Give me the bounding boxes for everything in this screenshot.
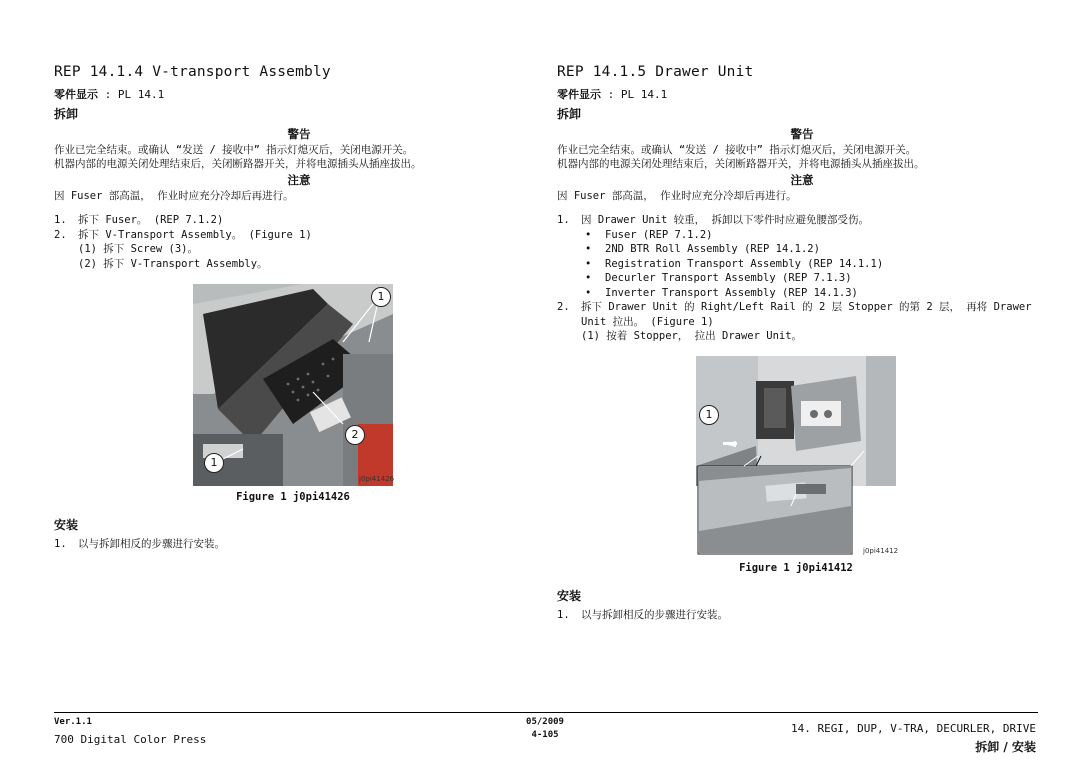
removal-steps	[54, 213, 544, 242]
warning-heading: 警告	[287, 127, 311, 141]
callout-1: 1	[699, 405, 719, 425]
parts-value: : PL 14.1	[601, 88, 668, 101]
substep: (1) 按着 Stopper， 拉出 Drawer Unit。	[581, 330, 803, 342]
removal-steps	[557, 213, 1047, 228]
v-transport-figure	[193, 284, 393, 486]
footer-subsection: 拆卸 / 安装	[975, 740, 1036, 754]
list-item: • Registration Transport Assembly (REP 14.1.1)	[585, 257, 884, 270]
warning-line: 机器内部的电源关闭处理结束后，关闭断路器开关，并将电源插头从插座拔出。	[54, 158, 422, 170]
parts-reference	[54, 86, 544, 102]
install-heading: 安装	[54, 518, 79, 532]
removal-steps-continued	[557, 300, 1047, 329]
footer-section: 14. REGI, DUP, V-TRA, DECURLER, DRIVE	[790, 722, 1036, 735]
list-item: • Fuser (REP 7.1.2)	[585, 228, 713, 241]
footer-divider	[54, 712, 1038, 713]
callout-1: 1	[371, 287, 391, 307]
right-install	[557, 587, 1047, 623]
install-steps	[557, 608, 1047, 623]
step-item: 2. 拆下 V-Transport Assembly。 (Figure 1)	[54, 228, 312, 241]
install-steps	[54, 537, 544, 552]
caution-line: 因 Fuser 部高温， 作业时应充分冷却后再进行。	[54, 190, 294, 202]
step-item: 1. 拆下 Fuser。 (REP 7.1.2)	[54, 214, 224, 226]
caution-line: 因 Fuser 部高温， 作业时应充分冷却后再进行。	[557, 190, 797, 202]
step-item: 1. 以与拆卸相反的步骤进行安装。	[557, 609, 728, 621]
right-column	[557, 64, 1047, 344]
v-transport-photo	[193, 284, 393, 486]
drawer-unit-figure	[696, 356, 899, 558]
substep: (1) 拆下 Screw (3)。	[78, 243, 199, 255]
procedure-title: REP 14.1.5 Drawer Unit	[557, 64, 754, 80]
procedure-title: REP 14.1.4 V-transport Assembly	[54, 64, 331, 80]
figure-id: j0pi41426	[359, 475, 395, 483]
warning-heading: 警告	[790, 127, 814, 141]
caution-heading: 注意	[287, 173, 311, 187]
list-item: • 2ND BTR Roll Assembly (REP 14.1.2)	[585, 243, 820, 255]
caution-heading: 注意	[790, 173, 814, 187]
substep: (2) 拆下 V-Transport Assembly。	[78, 257, 268, 270]
removal-heading: 拆卸	[54, 107, 79, 121]
figure-caption: Figure 1 j0pi41412	[739, 562, 853, 574]
footer-version: Ver.1.1	[54, 717, 92, 727]
step-item: 1. 因 Drawer Unit 较重， 拆卸以下零件时应避免腰部受伤。	[557, 214, 870, 226]
step-item: 1. 以与拆卸相反的步骤进行安装。	[54, 538, 225, 550]
install-heading: 安装	[557, 589, 582, 603]
parts-to-remove-list	[557, 228, 1047, 301]
callout-2: 2	[345, 425, 365, 445]
footer-date: 05/2009	[526, 717, 564, 727]
warning-line: 机器内部的电源关闭处理结束后，关闭断路器开关，并将电源插头从插座拔出。	[557, 158, 925, 170]
parts-value: : PL 14.1	[98, 88, 165, 101]
list-item: • Decurler Transport Assembly (REP 7.1.3)	[585, 272, 852, 284]
parts-label: 零件显示	[54, 88, 98, 101]
step-item: 2. 拆下 Drawer Unit 的 Right/Left Rail 的 2 层 Stopper 的第 2 层， 再将 Drawer Unit 拉出。 (Figure 1)	[557, 301, 1032, 328]
parts-reference	[557, 86, 1047, 102]
drawer-unit-photo	[696, 356, 899, 558]
list-item: • Inverter Transport Assembly (REP 14.1.3)	[585, 286, 858, 299]
callout-1: 1	[204, 453, 224, 473]
left-column	[54, 64, 544, 271]
warning-line: 作业已完全结束。或确认 “发送 / 接收中” 指示灯熄灭后，关闭电源开关。	[557, 144, 917, 156]
parts-label: 零件显示	[557, 88, 601, 101]
figure-id: j0pi41412	[863, 547, 899, 555]
warning-line: 作业已完全结束。或确认 “发送 / 接收中” 指示灯熄灭后，关闭电源开关。	[54, 144, 414, 156]
footer-page-number: 4-105	[531, 730, 559, 740]
removal-heading: 拆卸	[557, 107, 582, 121]
left-install	[54, 516, 544, 552]
figure-caption: Figure 1 j0pi41426	[236, 491, 350, 503]
footer-product: 700 Digital Color Press	[54, 733, 207, 746]
